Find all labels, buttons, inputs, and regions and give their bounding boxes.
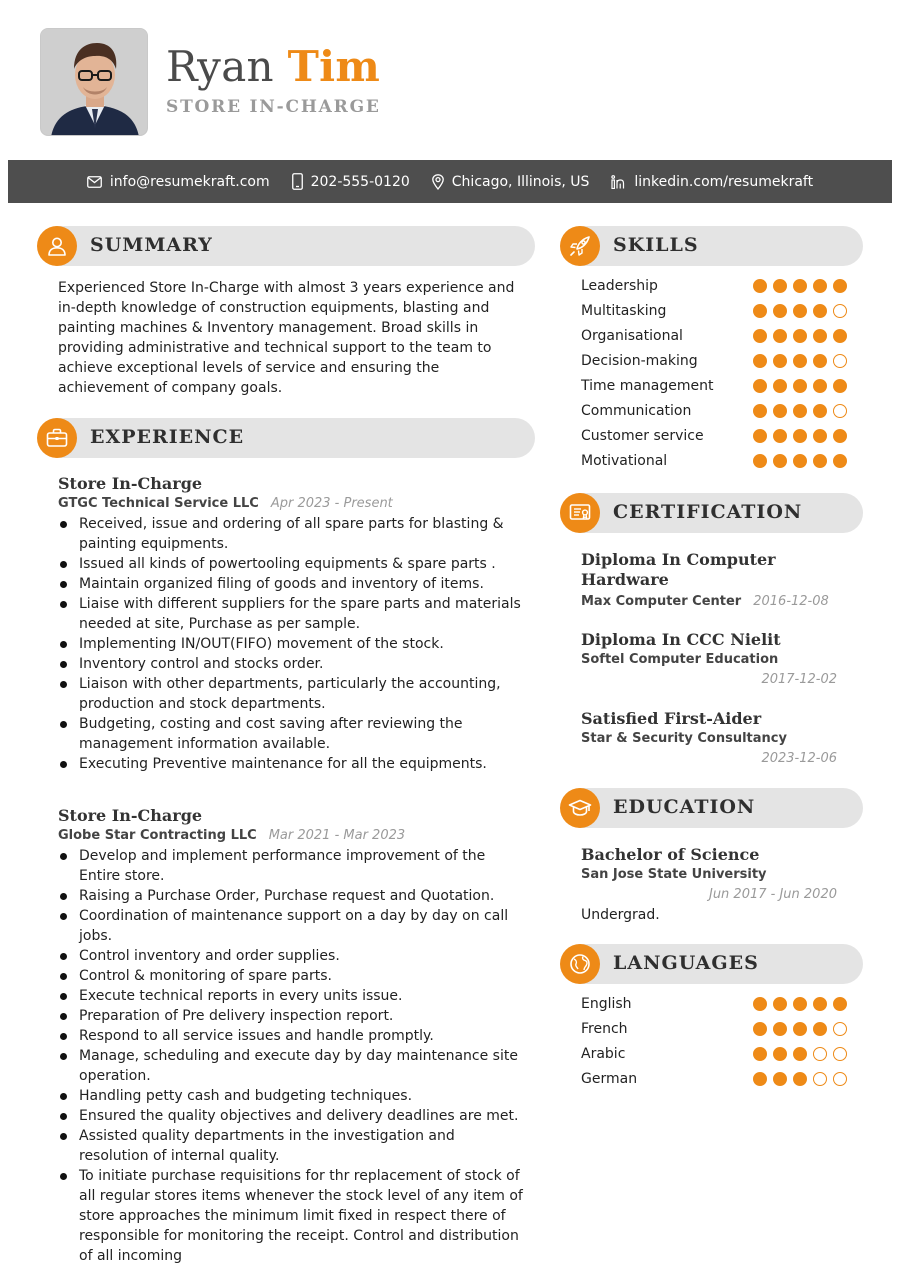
rating-dot-filled [773,279,787,293]
experience-entry-1 [58,474,528,774]
rating-dot-filled [813,997,827,1011]
rating-dot-filled [773,1022,787,1036]
bullet-item: Assisted quality departments in the investigation and resolution of internal quality. [58,1126,528,1166]
rating-dot-empty [813,1072,827,1086]
contact-location [432,174,590,190]
last-name: Tim [287,42,381,91]
rating-dot-filled [793,1072,807,1086]
certification-entry-1 [581,550,837,612]
certification-org: Softel Computer Education [581,652,779,667]
job-dates: Apr 2023 - Present [270,496,393,511]
bullet-item: Control inventory and order supplies. [58,946,528,966]
certificate-icon [560,493,600,533]
bullet-item: Received, issue and ordering of all spare parts for blasting & painting equipments. [58,514,528,554]
language-name: French [581,1020,628,1037]
rating-dot-filled [773,354,787,368]
rating-dot-empty [833,1072,847,1086]
language-rating [753,997,847,1011]
language-name: German [581,1070,638,1087]
rating-dot-filled [753,429,767,443]
rating-dot-filled [793,1047,807,1061]
bullet-item: Execute technical reports in every units issue. [58,986,528,1006]
phone-text: 202-555-0120 [310,173,410,190]
education-section-header [560,788,863,828]
experience-section-header [37,418,535,458]
language-row [581,1016,847,1041]
skills-list [581,273,847,473]
job-title: Store In-Charge [58,474,203,493]
rating-dot-filled [773,404,787,418]
skill-row [581,373,847,398]
bullet-item: Liaise with different suppliers for the spare parts and materials needed at site, Purchase as per sample. [58,594,528,634]
rating-dot-filled [753,304,767,318]
language-row [581,1041,847,1066]
contact-email[interactable] [87,174,270,190]
rating-dot-filled [813,454,827,468]
rating-dot-filled [773,997,787,1011]
certification-date: 2016-12-08 [753,594,829,609]
job-title: Store In-Charge [58,806,203,825]
bullet-item: Handling petty cash and budgeting techniques. [58,1086,528,1106]
rating-dot-empty [833,354,847,368]
skill-name: Decision-making [581,352,698,369]
rating-dot-filled [833,329,847,343]
email-icon [87,176,102,188]
bullet-item: Ensured the quality objectives and delivery deadlines are met. [58,1106,528,1126]
rating-dot-empty [833,304,847,318]
skill-row [581,398,847,423]
experience-entry-2 [58,806,528,1266]
language-row [581,1066,847,1091]
rating-dot-filled [833,279,847,293]
skill-row [581,448,847,473]
rating-dot-filled [833,429,847,443]
rating-dot-filled [773,1047,787,1061]
education-dates: Jun 2017 - Jun 2020 [708,887,837,902]
skill-name: Multitasking [581,302,667,319]
section-title-summary: SUMMARY [90,234,213,256]
contact-phone[interactable] [292,173,410,190]
bullet-item: Develop and implement performance improvement of the Entire store. [58,846,528,886]
rating-dot-filled [833,997,847,1011]
bullet-item: Inventory control and stocks order. [58,654,528,674]
rating-dot-filled [753,404,767,418]
phone-icon [292,173,303,190]
job-role: STORE IN-CHARGE [166,97,381,117]
rating-dot-filled [813,279,827,293]
certification-title: Satisfied First-Aider [581,709,762,728]
contact-bar [8,160,892,203]
rating-dot-filled [793,454,807,468]
rating-dot-filled [773,304,787,318]
skill-row [581,423,847,448]
rating-dot-filled [773,329,787,343]
skill-row [581,298,847,323]
section-title-certification: CERTIFICATION [613,501,803,523]
skill-rating [753,404,847,418]
rocket-icon [560,226,600,266]
education-entry [581,845,837,925]
skill-name: Organisational [581,327,683,344]
certification-title: Diploma In Computer Hardware [581,550,776,589]
skill-rating [753,304,847,318]
skills-section-header [560,226,863,266]
rating-dot-empty [833,1047,847,1061]
language-row [581,991,847,1016]
certification-title: Diploma In CCC Nielit [581,630,781,649]
rating-dot-filled [793,329,807,343]
skill-name: Motivational [581,452,668,469]
first-name: Ryan [166,42,274,91]
rating-dot-filled [833,454,847,468]
bullet-item: Liaison with other departments, particularly the accounting, production and stock departments. [58,674,528,714]
rating-dot-filled [793,429,807,443]
bullet-item: Respond to all service issues and handle promptly. [58,1026,528,1046]
language-rating [753,1072,847,1086]
globe-icon [560,944,600,984]
linkedin-icon [611,175,626,189]
skill-rating [753,379,847,393]
rating-dot-filled [833,379,847,393]
rating-dot-empty [833,1022,847,1036]
skill-name: Leadership [581,277,658,294]
graduation-cap-icon [560,788,600,828]
language-rating [753,1022,847,1036]
rating-dot-filled [813,429,827,443]
certification-entry-3 [581,709,837,769]
rating-dot-filled [793,404,807,418]
certification-date: 2023-12-06 [761,751,837,766]
skill-name: Communication [581,402,692,419]
job-meta [58,826,528,846]
skill-name: Customer service [581,427,704,444]
rating-dot-filled [793,379,807,393]
rating-dot-filled [793,304,807,318]
company-name: Globe Star Contracting LLC [58,828,257,843]
certification-section-header [560,493,863,533]
skill-rating [753,454,847,468]
rating-dot-filled [753,1072,767,1086]
bullet-item: Implementing IN/OUT(FIFO) movement of the stock. [58,634,528,654]
language-name: Arabic [581,1045,626,1062]
rating-dot-filled [753,354,767,368]
rating-dot-filled [813,304,827,318]
rating-dot-filled [753,329,767,343]
section-title-experience: EXPERIENCE [90,426,245,448]
candidate-name [166,42,380,92]
rating-dot-filled [793,997,807,1011]
language-rating [753,1047,847,1061]
skill-rating [753,329,847,343]
skill-rating [753,429,847,443]
rating-dot-filled [753,1047,767,1061]
rating-dot-empty [833,404,847,418]
section-title-languages: LANGUAGES [613,952,759,974]
bullet-item: Control & monitoring of spare parts. [58,966,528,986]
skill-rating [753,354,847,368]
location-text: Chicago, Illinois, US [451,173,590,190]
rating-dot-empty [813,1047,827,1061]
skill-row [581,273,847,298]
bullet-item: Raising a Purchase Order, Purchase request and Quotation. [58,886,528,906]
rating-dot-filled [813,379,827,393]
job-meta [58,494,528,514]
skill-name: Time management [581,377,714,394]
skill-row [581,323,847,348]
bullet-item: Coordination of maintenance support on a day by day on call jobs. [58,906,528,946]
bullet-item: Maintain organized filing of goods and inventory of items. [58,574,528,594]
certification-entry-2 [581,630,837,690]
rating-dot-filled [773,379,787,393]
rating-dot-filled [813,354,827,368]
rating-dot-filled [813,404,827,418]
user-icon [37,226,77,266]
job-bullets [58,514,528,774]
linkedin-text: linkedin.com/resumekraft [634,173,814,190]
rating-dot-filled [813,329,827,343]
rating-dot-filled [773,454,787,468]
bullet-item: Preparation of Pre delivery inspection report. [58,1006,528,1026]
summary-text: Experienced Store In-Charge with almost 3 years experience and in-depth knowledge of construction equipments, blasting and painting machines & Inventory management. Broad skills in providing administrative and technical support to the team to achieve exceptional levels of service and ensuring the achievement of company goals. [58,280,515,396]
contact-linkedin[interactable] [611,174,813,190]
bullet-item: To initiate purchase requisitions for thr replacement of stock of all regular stores items whenever the stock level of any item of store approaches the minimum limit fixed in respect there of responsible for monitoring the receipt. Control and distribution of all incoming [58,1166,528,1266]
languages-list [581,991,847,1091]
rating-dot-filled [813,1022,827,1036]
bullet-item: Executing Preventive maintenance for all the equipments. [58,754,528,774]
email-text: info@resumekraft.com [109,173,270,190]
rating-dot-filled [753,997,767,1011]
bullet-item: Issued all kinds of powertooling equipments & spare parts . [58,554,528,574]
school-name: San Jose State University [581,867,767,882]
section-title-skills: SKILLS [613,234,699,256]
bullet-item: Manage, scheduling and execute day by day maintenance site operation. [58,1046,528,1086]
rating-dot-filled [793,1022,807,1036]
rating-dot-filled [753,279,767,293]
certification-org: Star & Security Consultancy [581,731,787,746]
certification-date: 2017-12-02 [761,672,837,687]
company-name: GTGC Technical Service LLC [58,496,259,511]
languages-section-header [560,944,863,984]
rating-dot-filled [753,379,767,393]
rating-dot-filled [773,429,787,443]
section-title-education: EDUCATION [613,796,756,818]
rating-dot-filled [753,454,767,468]
rating-dot-filled [793,279,807,293]
job-dates: Mar 2021 - Mar 2023 [268,828,406,843]
certification-org: Max Computer Center [581,594,742,609]
skill-row [581,348,847,373]
briefcase-icon [37,418,77,458]
rating-dot-filled [793,354,807,368]
rating-dot-filled [773,1072,787,1086]
education-note: Undergrad. [581,907,660,923]
summary-section-header [37,226,535,266]
location-icon [432,174,444,190]
job-bullets [58,846,528,1266]
language-name: English [581,995,632,1012]
skill-rating [753,279,847,293]
profile-photo [40,28,148,136]
bullet-item: Budgeting, costing and cost saving after reviewing the management information available. [58,714,528,754]
degree-title: Bachelor of Science [581,845,760,864]
rating-dot-filled [753,1022,767,1036]
